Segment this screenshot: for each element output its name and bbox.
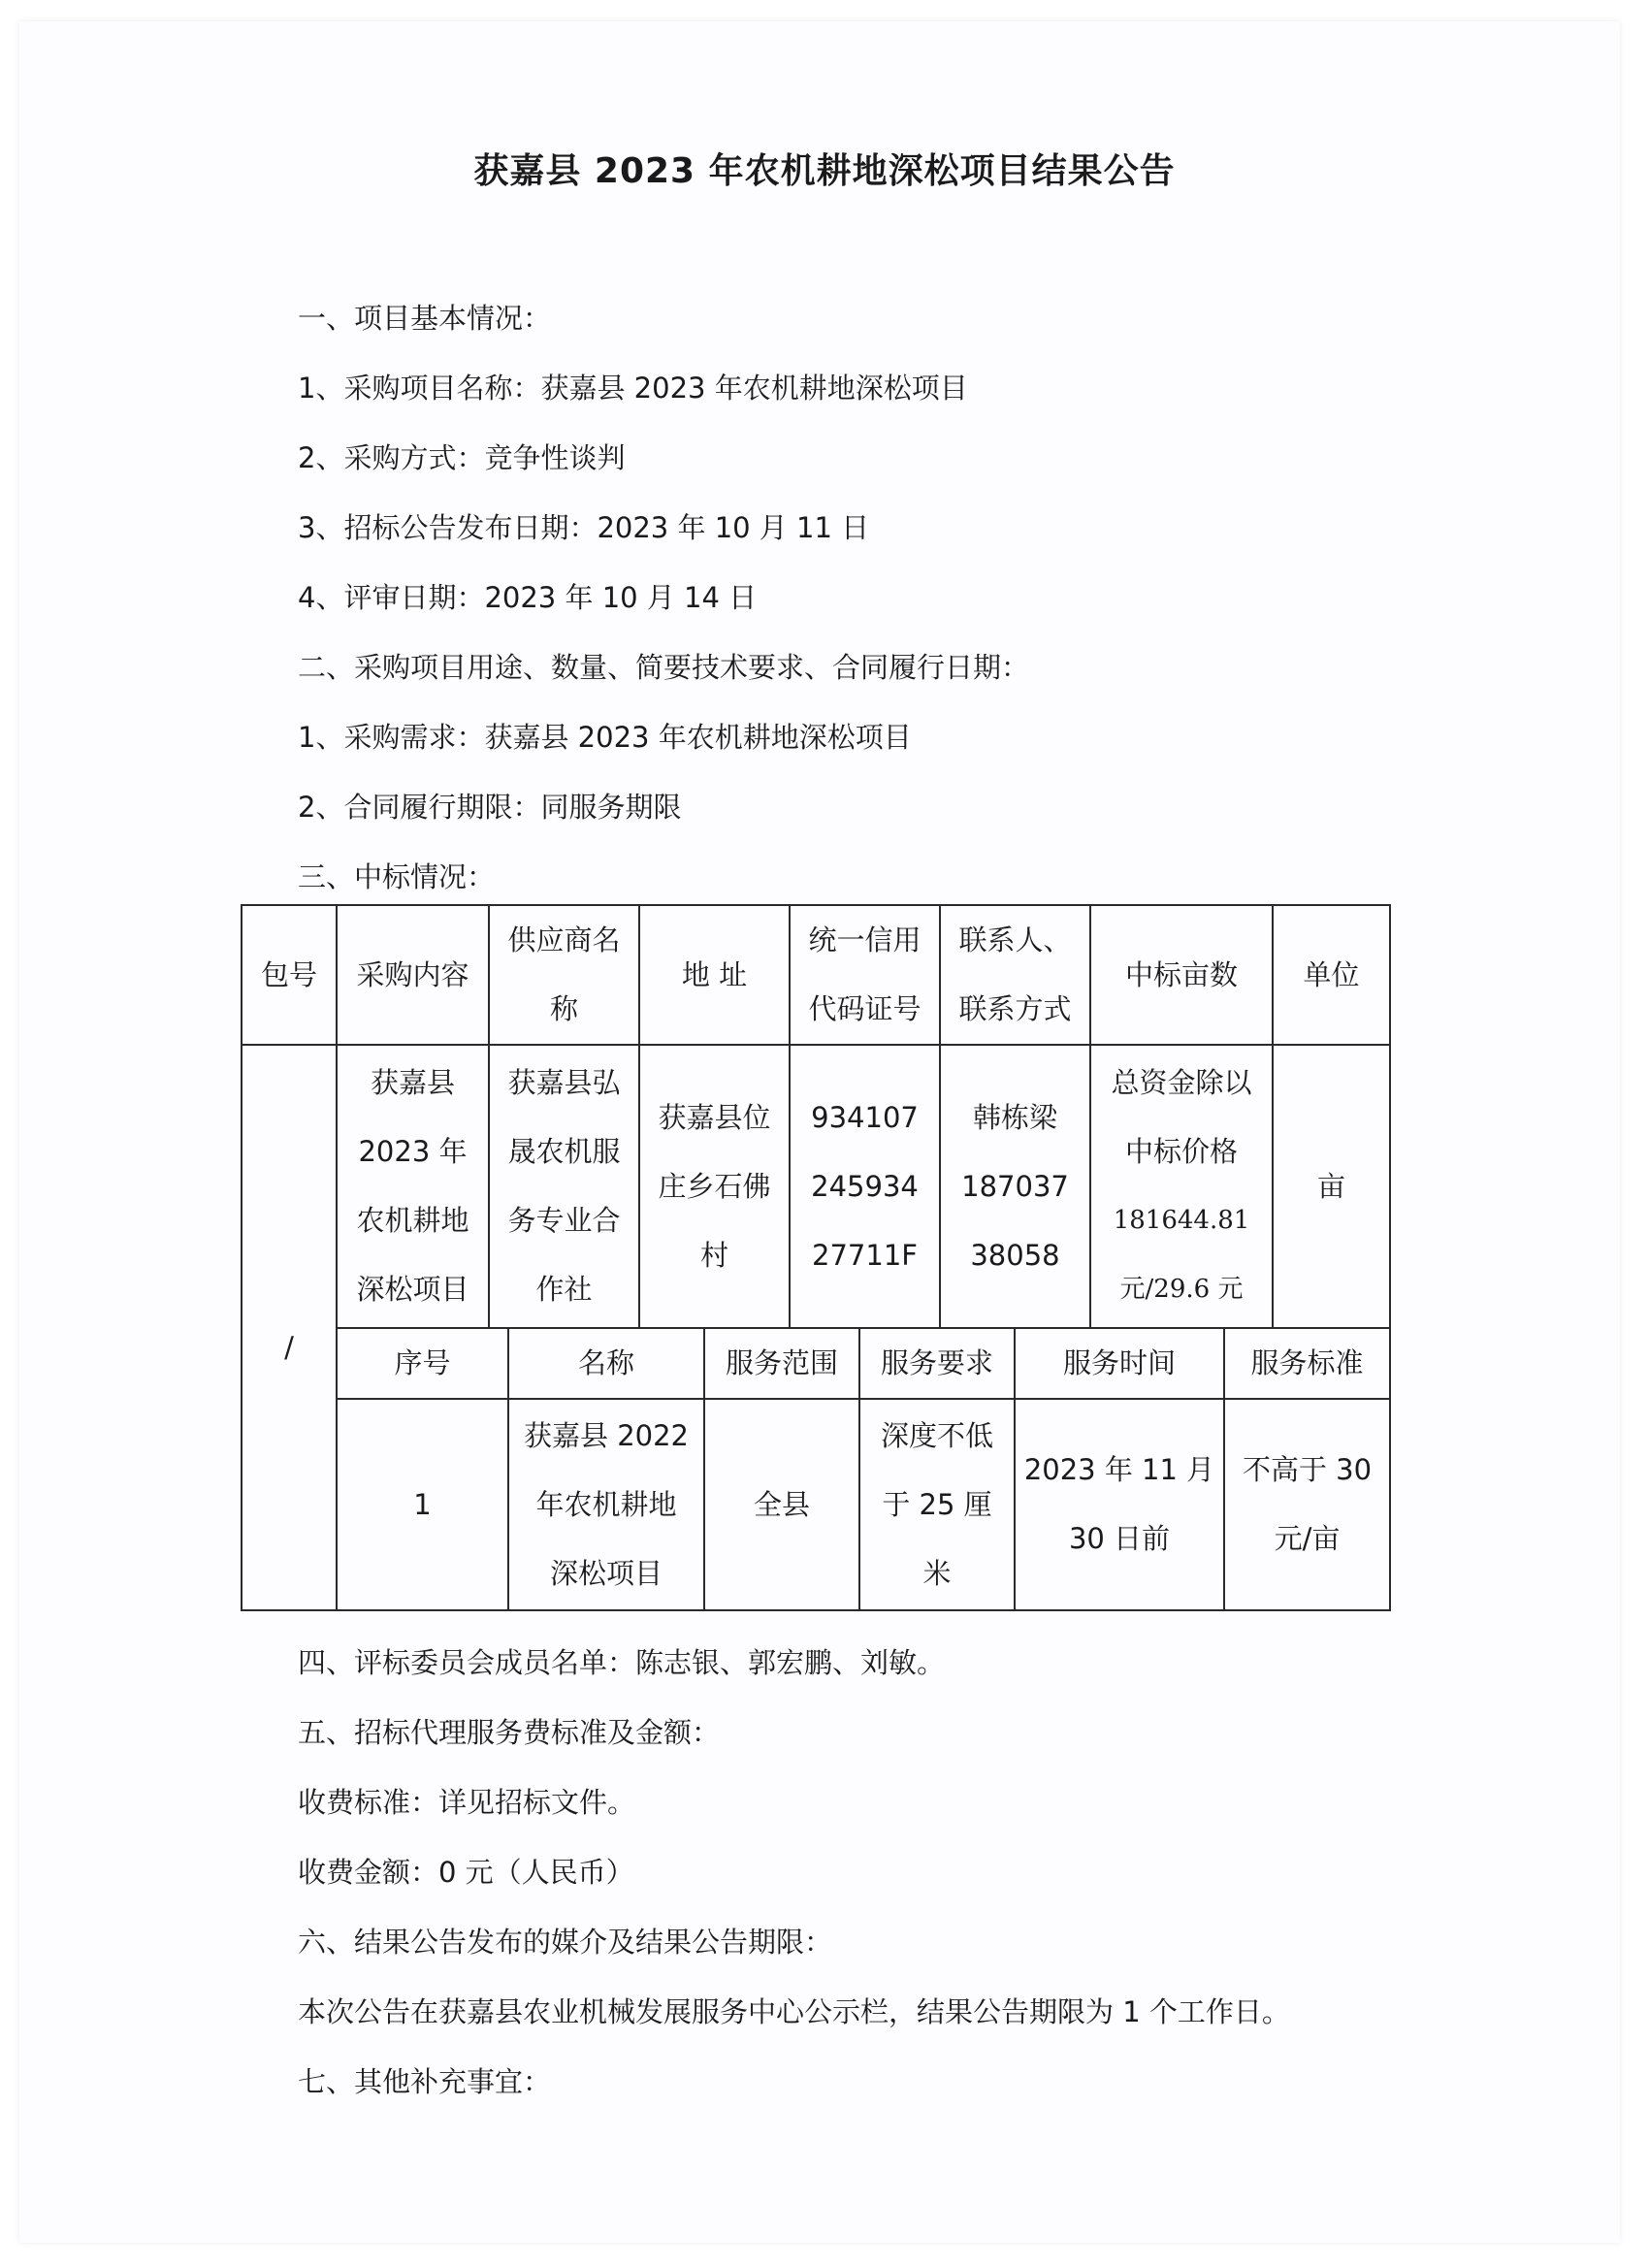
acreage-value-line: 181644.81	[1113, 1206, 1250, 1235]
section-2-item-2: 2、合同履行期限：同服务期限	[298, 791, 682, 824]
service-table-header-row	[242, 1328, 1390, 1399]
content-line: 2023 年	[358, 1135, 468, 1168]
header-name: 名称	[508, 1328, 704, 1399]
section-1-item-1: 1、采购项目名称：获嘉县 2023 年农机耕地深松项目	[298, 372, 968, 405]
address-cell	[639, 1045, 790, 1328]
header-credit-line-1: 统一信用	[808, 923, 922, 956]
award-table-header-row	[242, 905, 1390, 1045]
contact-line: 187037	[961, 1169, 1069, 1203]
header-acreage: 中标亩数	[1090, 905, 1273, 1045]
section-1-item-3: 3、招标公告发布日期：2023 年 10 月 11 日	[298, 511, 870, 544]
header-supplier-line-2: 称	[549, 992, 578, 1025]
address-line: 获嘉县位	[658, 1100, 771, 1134]
service-standard-line: 元/亩	[1274, 1522, 1341, 1555]
unit-cell: 亩	[1273, 1045, 1390, 1328]
service-requirement-line: 米	[922, 1556, 952, 1590]
address-line: 村	[699, 1238, 728, 1272]
header-package: 包号	[242, 905, 337, 1045]
service-table-row	[242, 1399, 1390, 1610]
content-cell	[337, 1045, 489, 1328]
acreage-value-line: 元/29.6 元	[1119, 1275, 1244, 1304]
credit-line: 934107	[811, 1100, 919, 1134]
section-5-item-1: 收费标准：详见招标文件。	[298, 1786, 636, 1819]
section-1-item-4: 4、评审日期：2023 年 10 月 14 日	[298, 581, 758, 614]
supplier-line: 获嘉县弘	[507, 1066, 621, 1099]
service-requirement-line: 于 25 厘	[882, 1487, 992, 1521]
package-cell-value: /	[242, 1328, 337, 1610]
service-time-line: 30 日前	[1068, 1522, 1171, 1555]
supplier-line: 作社	[535, 1273, 593, 1306]
award-table	[241, 904, 1391, 1329]
service-name-cell	[508, 1399, 704, 1610]
header-time: 服务时间	[1015, 1328, 1224, 1399]
section-6-heading: 六、结果公告发布的媒介及结果公告期限：	[298, 1926, 833, 1959]
service-requirement-cell	[859, 1399, 1015, 1610]
section-3-heading: 三、中标情况：	[298, 860, 496, 893]
service-table	[241, 1327, 1391, 1611]
service-standard-line: 不高于 30	[1242, 1453, 1373, 1486]
header-contact	[940, 905, 1090, 1045]
header-contact-line-2: 联系方式	[958, 992, 1072, 1025]
section-4-text: 四、评标委员会成员名单：陈志银、郭宏鹏、刘敏。	[298, 1646, 946, 1679]
address-line: 庄乡石佛	[658, 1169, 771, 1203]
header-contact-line-1: 联系人、	[958, 923, 1072, 956]
header-supplier	[489, 905, 639, 1045]
header-requirement: 服务要求	[859, 1328, 1015, 1399]
award-table-row	[242, 1045, 1390, 1328]
section-7-heading: 七、其他补充事宜：	[298, 2065, 552, 2098]
service-time-cell	[1015, 1399, 1224, 1610]
section-5-heading: 五、招标代理服务费标准及金额：	[298, 1716, 721, 1749]
service-name-line: 获嘉县 2022	[523, 1418, 690, 1452]
content-line: 农机耕地	[356, 1204, 469, 1237]
document-title: 获嘉县 2023 年农机耕地深松项目结果公告	[473, 151, 1176, 191]
service-no-cell: 1	[337, 1399, 508, 1610]
section-2-item-1: 1、采购需求：获嘉县 2023 年农机耕地深松项目	[298, 721, 912, 754]
section-5-item-2: 收费金额：0 元（人民币）	[298, 1856, 634, 1889]
package-cell	[242, 1045, 337, 1328]
section-6-text: 本次公告在获嘉县农业机械发展服务中心公示栏，结果公告期限为 1 个工作日。	[298, 1995, 1290, 2028]
section-2-heading: 二、采购项目用途、数量、简要技术要求、合同履行日期：	[298, 651, 1030, 684]
header-credit-line-2: 代码证号	[808, 992, 922, 1025]
header-supplier-line-1: 供应商名	[507, 923, 621, 956]
acreage-text-line: 总资金除以	[1111, 1066, 1252, 1099]
acreage-cell	[1090, 1045, 1273, 1328]
header-standard: 服务标准	[1224, 1328, 1390, 1399]
service-name-line: 年农机耕地	[535, 1487, 677, 1521]
content-line: 获嘉县	[370, 1066, 455, 1099]
contact-cell	[940, 1045, 1090, 1328]
header-scope: 服务范围	[704, 1328, 859, 1399]
service-time-line: 2023 年 11 月	[1023, 1453, 1215, 1486]
contact-line: 韩栋梁	[972, 1100, 1057, 1134]
content-line: 深松项目	[356, 1273, 469, 1306]
supplier-line: 晟农机服	[507, 1135, 621, 1168]
supplier-cell	[489, 1045, 639, 1328]
header-unit: 单位	[1273, 905, 1390, 1045]
header-credit-code	[790, 905, 940, 1045]
section-1-item-2: 2、采购方式：竞争性谈判	[298, 441, 626, 474]
section-1-heading: 一、项目基本情况：	[298, 302, 552, 335]
header-content: 采购内容	[337, 905, 489, 1045]
header-address: 地 址	[639, 905, 790, 1045]
contact-line: 38058	[970, 1238, 1060, 1272]
acreage-text-line: 中标价格	[1124, 1135, 1238, 1168]
service-name-line: 深松项目	[549, 1556, 663, 1590]
credit-code-cell	[790, 1045, 940, 1328]
supplier-line: 务专业合	[507, 1204, 621, 1237]
service-scope-cell: 全县	[704, 1399, 859, 1610]
credit-line: 245934	[811, 1169, 919, 1203]
service-requirement-line: 深度不低	[880, 1418, 993, 1452]
header-no: 序号	[337, 1328, 508, 1399]
credit-line: 27711F	[812, 1238, 918, 1272]
service-standard-cell	[1224, 1399, 1390, 1610]
